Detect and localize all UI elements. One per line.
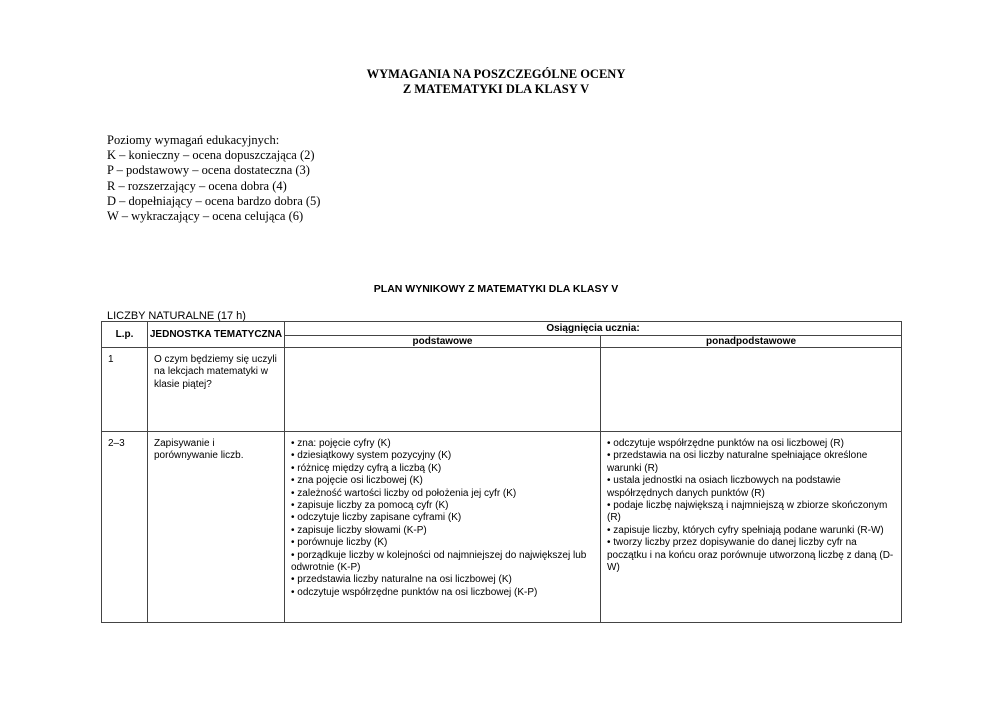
document-title-line-2: Z MATEMATYKI DLA KLASY V — [402, 82, 590, 96]
list-item: • zapisuje liczby za pomocą cyfr (K) — [291, 500, 449, 512]
list-item: • odczytuje liczby zapisane cyframi (K) — [291, 512, 462, 524]
table-row — [102, 432, 902, 623]
row-unit: O czym będziemy się uczyli na lekcjach matematyki w klasie piątej? — [154, 354, 277, 390]
document-title — [0, 67, 992, 97]
list-item: • przedstawia liczby naturalne na osi liczbowej (K) — [291, 574, 512, 586]
list-item: • przedstawia na osi liczby naturalne spełniające określone warunki (R) — [607, 450, 868, 474]
row-advanced-cell — [601, 348, 902, 432]
row-lp-cell — [102, 348, 148, 432]
row-lp-cell — [102, 432, 148, 623]
table-row — [102, 348, 902, 432]
requirement-level-w: W – wykraczający – ocena celująca (6) — [107, 209, 304, 224]
requirement-level-r: R – rozszerzający – ocena dobra (4) — [107, 178, 287, 193]
basic-requirements-list — [291, 438, 594, 599]
row-unit-cell — [148, 348, 285, 432]
list-item: • zapisuje liczby słowami (K-P) — [291, 524, 427, 536]
advanced-requirements-list — [607, 438, 895, 574]
row-unit-cell — [148, 432, 285, 623]
requirement-levels — [107, 133, 320, 224]
list-item: • różnicę między cyfrą a liczbą (K) — [291, 462, 442, 474]
row-advanced-cell — [601, 432, 902, 623]
section-label: LICZBY NATURALNE (17 h) — [107, 310, 246, 322]
list-item: • zapisuje liczby, których cyfry spełniają podane warunki (R-W) — [607, 524, 884, 536]
plan-title: PLAN WYNIKOWY Z MATEMATYKI DLA KLASY V — [373, 283, 619, 295]
requirement-level-p: P – podstawowy – ocena dostateczna (3) — [107, 163, 310, 178]
requirement-level-k: K – konieczny – ocena dopuszczająca (2) — [107, 148, 315, 163]
list-item: • odczytuje współrzędne punktów na osi liczbowej (R) — [607, 438, 844, 449]
row-basic-cell — [285, 432, 601, 623]
requirement-level-d: D – dopełniający – ocena bardzo dobra (5) — [107, 193, 321, 208]
list-item: • tworzy liczby przez dopisywanie do danej liczby cyfr na początku i na końcu oraz porównuje utworzoną liczbę z daną (D-W) — [607, 537, 894, 574]
header-advanced: ponadpodstawowe — [601, 336, 902, 348]
list-item: • zna pojęcie osi liczbowej (K) — [291, 475, 423, 487]
header-lp: L.p. — [102, 322, 148, 348]
header-basic: podstawowe — [285, 336, 601, 348]
row-unit: Zapisywanie i porównywanie liczb. — [154, 438, 244, 462]
header-achievements: Osiągnięcia ucznia: — [285, 322, 902, 336]
list-item: • zależność wartości liczby od położenia jej cyfr (K) — [291, 487, 517, 499]
row-basic-cell — [285, 348, 601, 432]
list-item: • odczytuje współrzędne punktów na osi liczbowej (K-P) — [291, 586, 538, 598]
row-basic-empty — [285, 348, 600, 354]
list-item: • dziesiątkowy system pozycyjny (K) — [291, 450, 452, 462]
row-lp: 1 — [108, 354, 114, 365]
plan-table — [101, 321, 902, 623]
list-item: • ustala jednostki na osiach liczbowych na podstawie współrzędnych danych punktów (R) — [607, 475, 841, 499]
list-item: • porządkuje liczby w kolejności od najmniejszej do największej lub odwrotnie (K-P) — [291, 549, 587, 574]
list-item: • podaje liczbę największą i najmniejszą w zbiorze skończonym (R) — [607, 500, 888, 524]
row-advanced-empty — [601, 348, 901, 354]
list-item: • zna: pojęcie cyfry (K) — [291, 438, 391, 449]
header-unit: JEDNOSTKA TEMATYCZNA — [148, 322, 285, 348]
row-lp: 2–3 — [108, 438, 125, 449]
requirement-levels-heading: Poziomy wymagań edukacyjnych: — [107, 133, 280, 147]
document-title-line-1: WYMAGANIA NA POSZCZEGÓLNE OCENY — [366, 67, 626, 81]
list-item: • porównuje liczby (K) — [291, 537, 388, 549]
